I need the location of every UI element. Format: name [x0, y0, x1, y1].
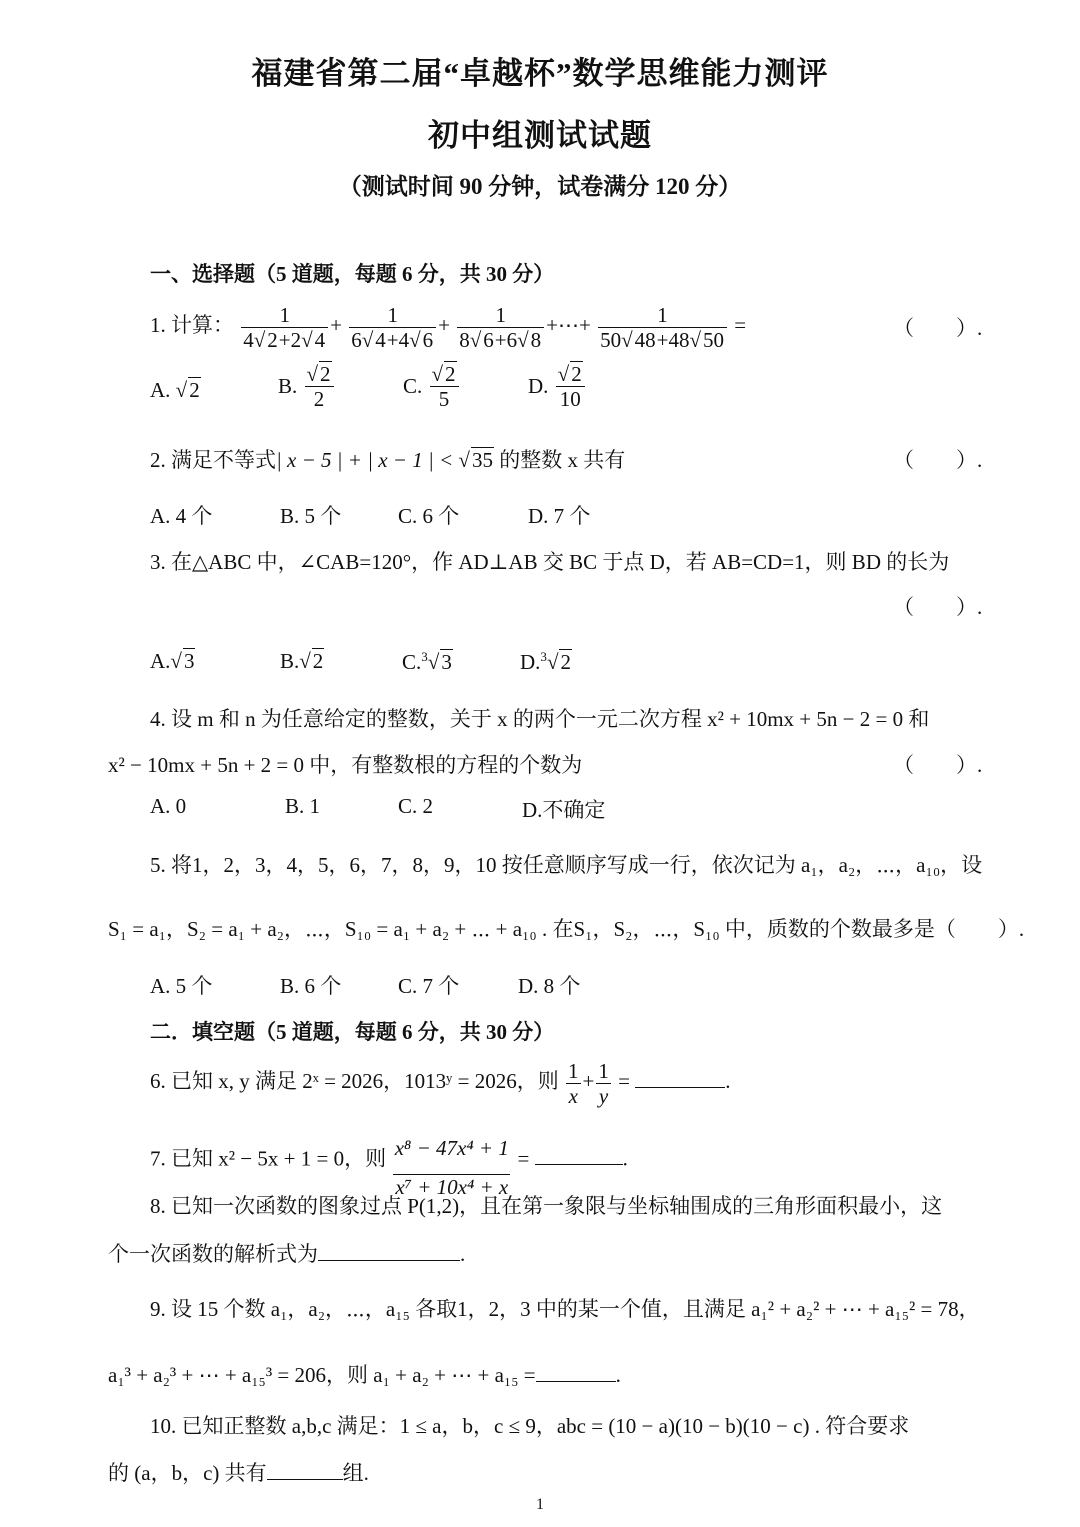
q2-answer-paren: （ ）.	[893, 448, 983, 472]
section1-heading: 一、选择题（5 道题，每题 6 分，共 30 分）	[150, 262, 555, 286]
q3-option-a-rad: 3	[183, 649, 195, 673]
q1-t1-coef-b: 2	[290, 327, 302, 352]
q3-option-b-rad: 2	[312, 649, 324, 673]
question-8-line-1: 8. 已知一次函数的图象过点 P(1,2)，且在第一象限与坐标轴围成的三角形面积最小，这	[150, 1194, 943, 1218]
q3-option-a-label: A.	[150, 649, 171, 673]
q1-t2-rad-1: 4	[375, 327, 386, 352]
q1-option-d-rad: 2	[571, 362, 582, 386]
q6-equals: =	[618, 1069, 630, 1093]
q1-term-4-numerator: 1	[657, 302, 668, 327]
q1-option-a-label: A.	[150, 378, 176, 402]
question-1: 1. 计算： $\frac{1}{4√2+2√4}$ + $\frac{1}{6√4+4√6}$ + $\frac{1}{8√6+6√8}$ +⋯+ $\frac{1}{50√48+48√50}$ =	[150, 302, 747, 352]
q1-t2-rad-2: 6	[422, 327, 434, 352]
q1-t3-coef-b: 6	[506, 327, 518, 352]
question-7	[150, 1122, 628, 1199]
question-4-line-1: 4. 设 m 和 n 为任意给定的整数，关于 x 的两个一元二次方程 x² + 10mx + 5n − 2 = 0 和	[150, 707, 930, 731]
q1-answer-paren: （ ）.	[893, 316, 983, 340]
q4-option-b[interactable]: B. 1	[285, 794, 321, 818]
q3-option-b[interactable]: B.√2	[280, 649, 324, 673]
q1-term-3: $\frac{1}{8√6+6√8}$	[457, 303, 544, 352]
q6-answer-blank[interactable]	[635, 1066, 725, 1088]
q1-term-2: $\frac{1}{6√4+4√6}$	[349, 303, 436, 352]
q9-line-2-text: a₁³ + a₂³ + ⋯ + a₁₅³ = 206，则 a₁ + a₂ + ⋯ + a₁₅ =	[108, 1363, 536, 1387]
q4-answer-paren: （ ）.	[893, 753, 983, 777]
question-9-line-2	[108, 1359, 621, 1389]
q2-option-c[interactable]: C. 6 个	[398, 504, 460, 528]
q3-option-c-index: 3	[421, 649, 428, 664]
q5-option-a[interactable]: A. 5 个	[150, 974, 213, 998]
q1-option-a-rad: 2	[189, 378, 200, 402]
exam-subtitle-group: 初中组测试试题	[428, 118, 652, 153]
q1-term-2-numerator: 1	[387, 302, 398, 327]
q7-lead: 7. 已知 x² − 5x + 1 = 0，则	[150, 1146, 387, 1171]
q4-option-a[interactable]: A. 0	[150, 794, 187, 818]
section2-heading: 二．填空题（5 道题，每题 6 分，共 30 分）	[150, 1020, 555, 1044]
q2-expression: | x − 5 | + | x − 1 | <	[276, 448, 459, 472]
q2-tail: 的整数 x 共有	[493, 448, 626, 472]
q3-option-c-rad: 3	[441, 650, 452, 674]
q3-option-c-label: C.	[402, 650, 422, 674]
question-10-line-2	[108, 1457, 369, 1487]
q8-end: .	[460, 1242, 466, 1266]
page-number: 1	[536, 1496, 544, 1513]
q1-option-a[interactable]: A. √2	[150, 378, 200, 402]
question-10-line-1: 10. 已知正整数 a,b,c 满足：1 ≤ a，b，c ≤ 9，abc = (10 − a)(10 − b)(10 − c) . 符合要求	[150, 1414, 910, 1438]
q4-option-d[interactable]: D.不确定	[522, 798, 606, 822]
q9-answer-blank[interactable]	[536, 1360, 616, 1382]
question-8-line-2	[108, 1238, 465, 1268]
q1-option-b-rad: 2	[320, 362, 331, 386]
q6-frac1-den: x	[568, 1083, 578, 1108]
exam-time-note: （测试时间 90 分钟，试卷满分 120 分）	[338, 174, 742, 199]
q1-lead: 1. 计算：	[150, 313, 234, 337]
q3-option-d-rad: 2	[560, 650, 571, 674]
q7-equals: =	[517, 1146, 530, 1171]
q7-end: .	[622, 1146, 628, 1171]
question-4-line-2: x² − 10mx + 5n + 2 = 0 中，有整数根的方程的个数为	[108, 753, 583, 777]
q1-option-b-label: B.	[278, 374, 303, 399]
q1-t4-coef-b: 48	[668, 327, 690, 352]
q2-option-d[interactable]: D. 7 个	[528, 504, 591, 528]
q1-t4-coef-a: 50	[600, 327, 622, 352]
q4-option-c[interactable]: C. 2	[398, 794, 434, 818]
q6-lead: 6. 已知 x, y 满足 2ˣ = 2026，1013ʸ = 2026，则	[150, 1069, 559, 1093]
question-5-line-2: S₁ = a₁，S₂ = a₁ + a₂，⋯，S₁₀ = a₁ + a₂ + ⋯ + a₁₀ . 在S₁，S₂，⋯，S₁₀ 中，质数的个数最多是（ ）.	[108, 917, 1025, 941]
q9-end: .	[615, 1363, 621, 1387]
q1-equals: =	[734, 313, 747, 337]
q1-t2-coef-a: 6	[351, 327, 362, 352]
q1-term-1: $\frac{1}{4√2+2√4}$	[241, 303, 328, 352]
q6-plus: +	[582, 1069, 595, 1093]
question-9-line-1: 9. 设 15 个数 a₁，a₂，⋯，a₁₅ 各取1，2，3 中的某一个值，且满足 a₁² + a₂² + ⋯ + a₁₅² = 78，	[150, 1297, 980, 1321]
q10-answer-blank[interactable]	[267, 1458, 343, 1480]
q5-option-b[interactable]: B. 6 个	[280, 974, 342, 998]
q1-t3-rad-1: 6	[483, 327, 494, 352]
q3-option-c[interactable]: C.$^3$√3	[402, 649, 452, 674]
q3-option-a[interactable]: A.√3	[150, 649, 195, 673]
q1-ellipsis: +⋯+	[546, 313, 591, 337]
q1-t2-coef-b: 4	[398, 327, 410, 352]
q5-option-c[interactable]: C. 7 个	[398, 974, 460, 998]
q2-radicand: 35	[471, 448, 493, 472]
q3-option-d-index: 3	[540, 649, 547, 664]
q6-frac2-num: 1	[598, 1058, 609, 1083]
q1-option-c-den: 5	[430, 386, 459, 411]
q1-option-d[interactable]: D. $\frac{√2}{10}$	[528, 362, 587, 411]
q1-t1-rad-2: 4	[314, 327, 326, 352]
q2-option-b[interactable]: B. 5 个	[280, 504, 342, 528]
question-6	[150, 1055, 730, 1108]
q1-term-3-numerator: 1	[495, 302, 506, 327]
q7-denominator: x⁷ + 10x⁴ + x	[395, 1175, 509, 1199]
q6-end: .	[725, 1069, 731, 1093]
q1-t4-rad-2: 50	[703, 327, 724, 352]
q1-option-c[interactable]: C. $\frac{√2}{5}$	[403, 362, 461, 411]
q2-option-a[interactable]: A. 4 个	[150, 504, 213, 528]
q1-option-d-label: D.	[528, 374, 554, 399]
q5-option-d[interactable]: D. 8 个	[518, 974, 581, 998]
q1-t3-rad-2: 8	[530, 327, 542, 352]
q1-option-c-label: C.	[403, 374, 428, 399]
q10-line-2-text: 的 (a，b，c) 共有	[108, 1461, 267, 1485]
q1-t4-rad-1: 48	[634, 327, 656, 352]
q1-option-b-den: 2	[305, 386, 334, 411]
question-3: 3. 在△ABC 中，∠CAB=120°，作 AD⊥AB 交 BC 于点 D，若 AB=CD=1，则 BD 的长为	[150, 550, 950, 574]
q1-option-c-rad: 2	[445, 362, 456, 386]
q1-term-1-numerator: 1	[279, 302, 290, 327]
q1-option-d-den: 10	[556, 386, 585, 411]
q6-frac2-den: y	[598, 1083, 609, 1108]
q8-line-2-text: 个一次函数的解析式为	[108, 1242, 318, 1266]
q1-t1-rad-1: 2	[267, 327, 278, 352]
q3-option-b-label: B.	[280, 649, 300, 673]
q1-term-4: $\frac{1}{50√48+48√50}$	[598, 303, 727, 352]
q1-t3-coef-a: 8	[459, 327, 470, 352]
question-5-line-1: 5. 将1，2，3，4，5，6，7，8，9，10 按任意顺序写成一行，依次记为 a₁，a₂，⋯，a₁₀，设	[150, 853, 983, 877]
q3-option-d-label: D.	[520, 650, 541, 674]
q6-frac1-num: 1	[568, 1058, 579, 1083]
q3-answer-paren: （ ）.	[893, 595, 983, 619]
q10-end: 组.	[342, 1461, 369, 1485]
q7-numerator: x⁸ − 47x⁴ + 1	[394, 1136, 509, 1160]
q8-answer-blank[interactable]	[318, 1239, 460, 1261]
q2-lead: 2. 满足不等式	[150, 448, 276, 472]
question-2: 2. 满足不等式| x − 5 | + | x − 1 | < √35 的整数 x 共有	[150, 448, 626, 472]
exam-title: 福建省第二届“卓越杯”数学思维能力测评	[251, 56, 829, 91]
q3-option-d[interactable]: D.$^3$√2	[520, 649, 571, 674]
q1-t1-coef-a: 4	[243, 327, 254, 352]
q1-option-b[interactable]: B. $\frac{√2}{2}$	[278, 362, 336, 411]
q7-answer-blank[interactable]	[535, 1143, 623, 1165]
